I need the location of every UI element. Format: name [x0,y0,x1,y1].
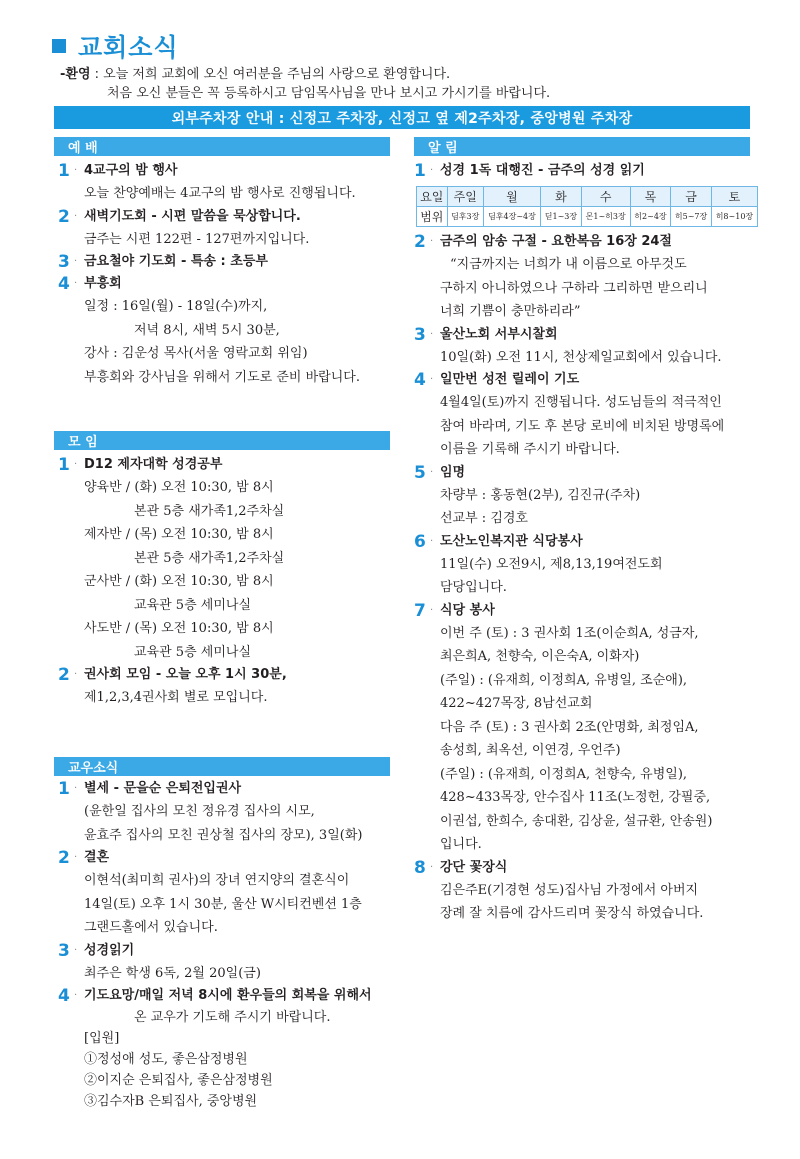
welcome-line2: 처음 오신 분들은 꼭 등록하시고 담임목사님을 만나 보시고 가시기를 바랍니다. [107,86,551,101]
list-item [414,531,764,553]
item-body [414,879,764,926]
body-line: 다음 주 (토) : 3 권사회 2조(안명화, 최정임A, [440,719,699,735]
bullet-dot: · [430,861,434,873]
body-line: 윤효주 집사의 모친 권상철 집사의 장모), 3일(화) [84,827,363,843]
body-line: 그랜드홀에서 있습니다. [84,920,218,935]
list-item [58,454,398,476]
item-number: 2 [58,665,70,685]
item-title: 성경 1독 대행진 - 금주의 성경 읽기 [440,163,645,178]
item-title: 기도요망/매일 저녁 8시에 환우들의 회복을 위해서 [84,988,372,1003]
bullet-dot: · [74,669,78,680]
body-line: 최은희A, 천향숙, 이은숙A, 이화자) [440,649,640,664]
section-head-notice: 알 림 [414,137,750,156]
item-title: 별세 - 문을순 은퇴전입권사 [84,781,242,796]
item-title: 성경읽기 [84,942,135,958]
body-line: 장례 잘 치름에 감사드리며 꽃장식 하였습니다. [440,906,704,921]
table-cell: 히2~4장 [630,207,671,227]
list-item [58,778,398,800]
body-line: “지금까지는 너희가 내 이름으로 아무것도 [450,257,687,272]
list-item [58,940,398,962]
body-line: 교육관 5층 세미나실 [134,597,251,613]
welcome-line1: : 오늘 저희 교회에 오신 여러분을 주님의 사랑으로 환영합니다. [90,67,451,82]
body-line: 교육관 5층 세미나실 [134,644,251,660]
meeting-list [58,454,398,710]
table-cell: 목 [630,187,671,207]
bullet-dot: · [74,852,78,863]
item-title: 권사회 모임 - 오늘 오후 1시 30분, [84,667,287,682]
section-head-members: 교우소식 [54,757,390,776]
item-number: 7 [414,600,426,621]
body-line: 422~427목장, 8남선교회 [440,696,593,711]
item-number: 1 [58,161,70,181]
body-line: 담당입니다. [440,580,507,595]
list-item [414,324,764,346]
section-head-worship: 예 배 [54,137,390,156]
parking-banner: 외부주차장 안내 : 신정고 주차장, 신정고 옆 제2주차장, 중앙병원 주차장 [54,106,750,129]
item-number: 2 [58,848,70,868]
table-cell: 딤후4장~4장 [483,207,540,227]
list-item [58,847,398,869]
item-number: 4 [414,370,426,390]
table-cell: 월 [483,187,540,207]
list-item [414,462,764,484]
body-line: 10일(화) 오전 11시, 천상제일교회에서 있습니다. [440,349,722,365]
item-number: 4 [58,986,70,1006]
body-line: 4월4일(토)까지 진행됩니다. 성도님들의 적극적인 [440,395,722,410]
item-title: 임명 [440,464,466,480]
list-item [58,985,398,1007]
item-number: 6 [414,531,426,552]
body-line: 이번 주 (토) : 3 권사회 1조(이순희A, 성금자, [440,625,699,641]
body-line: 오늘 찬양예배는 4교구의 밤 행사로 진행됩니다. [84,186,356,201]
item-title: 일만번 성전 릴레이 기도 [440,372,580,387]
table-cell: 몬1~히3장 [581,207,630,227]
item-number: 3 [58,940,70,961]
body-line: 제1,2,3,4권사회 별로 모입니다. [84,690,268,705]
page-title-row [52,28,179,64]
item-body [58,686,398,710]
item-body [58,182,398,206]
table-cell: 주일 [447,187,483,207]
table-cell: 요일 [417,187,448,207]
bullet-dot: · [430,466,434,478]
table-cell: 히5~7장 [671,207,712,227]
item-number: 4 [58,274,70,294]
body-line: 14일(토) 오후 1시 30분, 울산 W시티컨벤션 1층 [84,896,362,912]
bullet-dot: · [74,783,78,794]
body-line: 선교부 : 김경호 [440,511,528,526]
body-line: 금주는 시편 122편 - 127편까지입니다. [84,231,310,247]
item-body [414,346,764,370]
item-title: D12 제자대학 성경공부 [84,457,223,472]
item-body [58,476,398,664]
body-line: 양육반 / (화) 오전 10:30, 밤 8시 [84,480,274,495]
item-number: 3 [58,252,70,272]
body-line: ①정성애 성도, 좋은삼정병원 [84,1052,248,1067]
item-body [414,253,764,324]
item-title: 울산노회 서부시찰회 [440,326,558,342]
item-number: 8 [414,857,426,878]
item-body [58,800,398,847]
body-line: 이권섭, 한희수, 송대환, 김상윤, 설규환, 안송원) [440,813,713,829]
list-item [58,206,398,228]
body-line: 너희 기쁨이 충만하리라” [440,304,581,319]
item-body [58,295,398,389]
list-item [414,857,764,879]
bullet-dot: · [74,165,78,176]
bullet-dot: · [430,535,434,547]
item-number: 1 [58,779,70,799]
body-line: [입원] [84,1031,120,1046]
body-line: ②이지순 은퇴집사, 좋은삼정병원 [84,1073,273,1088]
body-line: 사도반 / (목) 오전 10:30, 밤 8시 [84,621,274,636]
worship-list [58,160,398,389]
list-item [58,251,398,273]
bullet-dot: · [74,278,78,289]
body-line: (윤한일 집사의 모친 정유경 집사의 시모, [84,804,315,819]
bullet-dot: · [430,604,434,616]
bullet-dot: · [74,256,78,267]
bible-reading-table [416,186,758,227]
body-line: 참여 바라며, 기도 후 본당 로비에 비치된 방명록에 [440,418,725,434]
body-line: 본관 5층 새가족1,2주차실 [134,503,285,519]
section-head-meeting: 모 임 [54,431,390,450]
list-item [58,273,398,295]
list-item [414,231,764,253]
item-body [58,869,398,940]
list-item [58,160,398,182]
table-cell: 수 [581,187,630,207]
body-line: 11일(수) 오전9시, 제8,13,19여전도회 [440,556,663,572]
list-item [414,600,764,622]
item-body [414,553,764,600]
body-line: 본관 5층 새가족1,2주차실 [134,550,285,566]
bullet-dot: · [430,236,434,247]
list-item [414,369,764,391]
item-title: 부흥회 [84,276,122,291]
bullet-dot: · [74,210,78,222]
body-line: 428~433목장, 안수집사 11조(노정헌, 강필중, [440,790,711,805]
body-line: 입니다. [440,837,482,852]
body-line: 이현석(최미희 권사)의 장녀 연지양의 결혼식이 [84,873,350,888]
body-line: 일정 : 16일(월) - 18일(수)까지, [84,299,268,314]
item-body [414,484,764,531]
table-row [417,187,758,207]
item-number: 2 [58,206,70,227]
item-number: 2 [414,232,426,252]
welcome-label: -환영 [60,67,91,82]
body-line: (주일) : (유재희, 이정희A, 천향숙, 유병일), [440,766,688,782]
item-title: 금주의 암송 구절 - 요한복음 16장 24절 [440,234,672,249]
body-line: 차량부 : 홍동현(2부), 김진규(주차) [440,487,641,503]
bullet-dot: · [430,165,434,176]
table-cell: 화 [541,187,582,207]
body-line: 군사반 / (화) 오전 10:30, 밤 8시 [84,574,274,589]
title-square-icon [52,39,66,53]
bullet-dot: · [430,374,434,385]
body-line: 제자반 / (목) 오전 10:30, 밤 8시 [84,527,274,542]
item-body [58,962,398,986]
item-title: 새벽기도회 - 시편 말씀을 묵상합니다. [84,208,301,224]
item-title: 결혼 [84,850,110,865]
item-number: 1 [58,455,70,475]
bullet-dot: · [74,459,78,470]
table-row [417,207,758,227]
item-title: 강단 꽃장식 [440,859,508,875]
notice-list [414,160,764,926]
body-line: 구하지 아니하였으나 구하라 그리하면 받으리니 [440,280,708,296]
item-body [414,391,764,462]
list-item [58,664,398,686]
table-cell: 범위 [417,207,448,227]
item-title: 식당 봉사 [440,602,495,618]
welcome-message [60,65,760,103]
item-body [58,228,398,252]
list-item [414,160,764,182]
body-line: 김은주E(기경현 성도)집사님 가정에서 아버지 [440,882,699,898]
item-number: 3 [414,324,426,345]
item-title: 금요철야 기도회 - 특송 : 초등부 [84,254,268,269]
bullet-dot: · [430,328,434,340]
body-line: 저녁 8시, 새벽 5시 30분, [134,322,280,338]
item-title: 도산노인복지관 식당봉사 [440,533,583,549]
item-body [58,1007,398,1112]
members-list [58,778,398,1112]
body-line: 온 교우가 기도해 주시기 바랍니다. [134,1010,331,1025]
body-line: 강사 : 김운성 목사(서울 영락교회 위임) [84,346,308,361]
table-cell: 토 [711,187,757,207]
body-line: ③김수자B 은퇴집사, 중앙병원 [84,1094,258,1109]
body-line: 이름을 기록해 주시기 바랍니다. [440,442,620,457]
bullet-dot: · [74,990,78,1001]
item-title: 4교구의 밤 행사 [84,163,178,178]
table-cell: 히8~10장 [711,207,757,227]
item-number: 1 [414,161,426,181]
body-line: 부흥회와 강사님을 위해서 기도로 준비 바랍니다. [84,369,360,385]
body-line: (주일) : (유재희, 이정희A, 유병일, 조순애), [440,672,688,688]
item-number: 5 [414,462,426,483]
bullet-dot: · [74,944,78,956]
table-cell: 딛1~3장 [541,207,582,227]
table-cell: 금 [671,187,712,207]
body-line: 송성희, 최옥선, 이연경, 우언주) [440,743,621,758]
body-line: 최주은 학생 6독, 2월 20일(금) [84,965,261,981]
page-title: 교회소식 [78,33,179,62]
item-body [414,622,764,857]
table-cell: 딤후3장 [447,207,483,227]
